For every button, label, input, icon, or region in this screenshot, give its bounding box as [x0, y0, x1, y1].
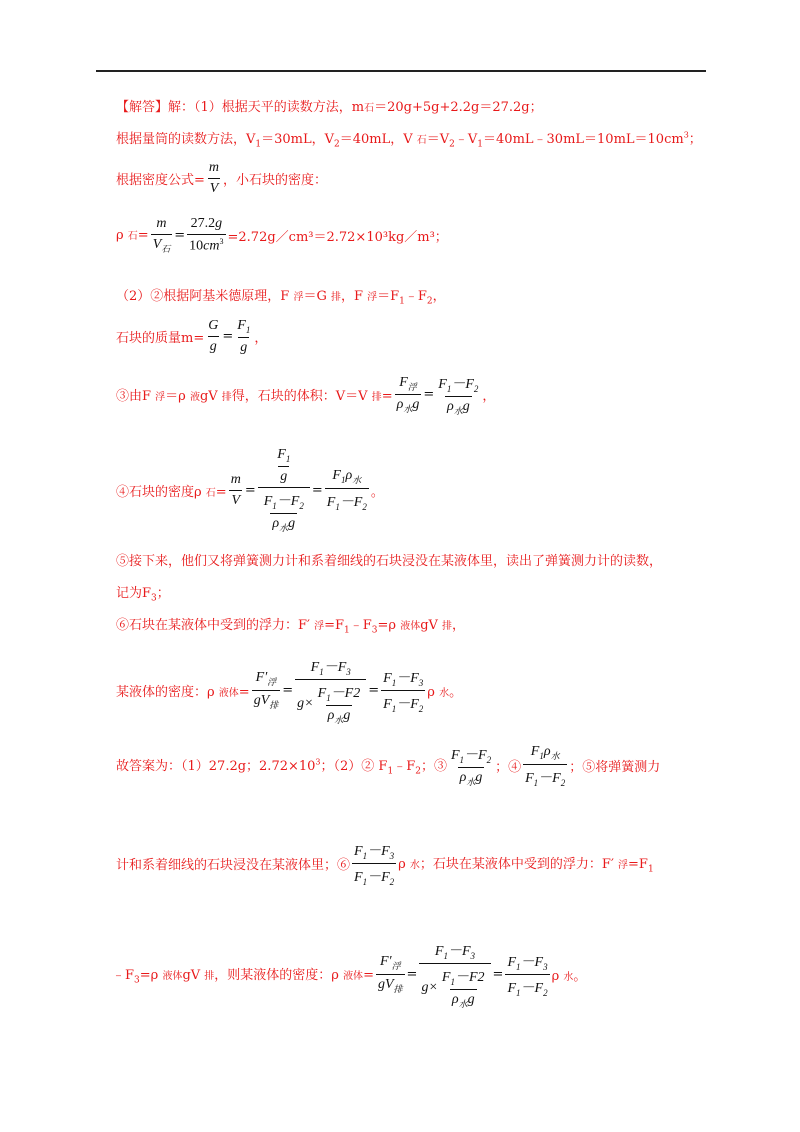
liquid-density-line: 某液体的密度：ρ 液体= $\frac{F'_浮}{gV_排}$ = $F_1-F_3$ g× $\frac{F_1-F2}{\rho_水g}$ = $\frac{F_1-F_3}{F_1-F_2}$ ρ 水。 — [116, 656, 462, 725]
fraction-mstone-over-vstone: $\frac{m}{V_石}$ — [152, 216, 171, 254]
step5-cont-line — [116, 582, 170, 604]
step5-line — [116, 550, 662, 569]
step5-text: ⑤接下来，他们又将弹簧测力计和系着细线的石块浸没在某液体里，读出了弹簧测力计的读数， — [116, 554, 663, 569]
stone-volume-text: ③由F 浮＝ρ 液gV 排得，石块的体积：V＝V 排= — [116, 389, 393, 405]
answer-fraction-4: $\frac{F_1\rho_水}{F_1-F_2}$ — [525, 744, 566, 788]
fraction-f1rho-over-f1f2: $\frac{F_1\rho_水}{F_1-F_2}$ — [326, 468, 367, 512]
stone-mass-tail: ， — [254, 331, 268, 347]
fraction-m-over-v-2: $\frac{m}{V}$ — [230, 471, 241, 508]
answer-line-2 — [116, 128, 702, 150]
fraction-f1f3-over-f1f2: $\frac{F_1-F_3}{F_1-F_2}$ — [383, 671, 424, 714]
final-answer-text-2: 计和系着细线的石块浸没在某液体里；⑥ — [116, 857, 351, 873]
buoyancy-text: ⑥石块在某液体中受到的浮力：F′ 浮$=F_1﹣F_3=\rho$ 液体gV 排， — [116, 618, 466, 636]
archimedes-text: （2）②根据阿基米德原理，F 浮＝G 排，F 浮$=F_1﹣F_2$， — [116, 289, 446, 307]
answer-line-1 — [116, 96, 543, 115]
answer-line-2-text: 根据量筒的读数方法，$V_1=30mL$，$V_2=40mL$，V 石$=V_2﹣V_1=40mL﹣30mL=10mL=10cm^3$； — [116, 130, 702, 150]
final-answer-line: 故答案为：（1）27.2g；$2.72\times 10^3$；（2）② $F_1﹣F_2$；③ $\frac{F_1-F_2}{\rho_水g}$ ；④ $\frac{F_1\rho_水}{F_1-F_2}$ ；⑤将弹簧测力 — [116, 744, 661, 788]
stone-density-final-line: ④石块的密度ρ 石= $\frac{m}{V}$ = $\frac{\frac{F_1}{g}}{\frac{F_1-F_2}{\rho_水g}}$ = $\frac{F_1\rho_水}{F_1-F_2}$ 。 — [116, 447, 384, 533]
complex-fraction-density: $\frac{\frac{F_1}{g}}{\frac{F_1-F_2}{\rho_水g}}$ — [258, 447, 310, 533]
archimedes-line — [116, 285, 446, 307]
fraction-f1-over-g: $\frac{F_1}{g}$ — [237, 318, 251, 355]
fraction-f1f2-over-rhog: $\frac{F_1-F_2}{\rho_水g}$ — [438, 377, 479, 416]
fraction-g-over-g: $\frac{G}{g}$ — [208, 318, 219, 355]
final-answer-line-2: 计和系着细线的石块浸没在某液体里；⑥ $\frac{F_1-F_3}{F_1-F_2}$ ρ 水；石块在某液体中受到的浮力：F′ 浮$=F_1$ — [116, 840, 654, 887]
stone-density-final-label: ④石块的密度ρ 石= — [116, 484, 227, 500]
fraction-27-over-10: $\frac{27.2g}{10cm^3}$ — [189, 216, 224, 254]
step5-cont-text: 记为$F_3$； — [116, 586, 170, 604]
final-answer-line-3: $﹣F_3=\rho$ 液体gV 排，则某液体的密度：ρ 液体= $\frac{F'_浮}{gV_排}$ = $F_1-F_3$ g× $\frac{F_1-F2}{\rho_水g}$ = $\frac{F_1-F_3}{F_1-F_2}$ ρ 水。 — [112, 940, 586, 1009]
complex-fraction-liquid: $F_1-F_3$ g× $\frac{F_1-F2}{\rho_水g}$ — [295, 656, 366, 725]
header-rule — [96, 70, 706, 72]
answer-fraction-f1f3-over-f1f2: $\frac{F_1-F_3}{F_1-F_2}$ — [507, 955, 548, 998]
stone-density-line: ρ 石= $\frac{m}{V_石}$ = $\frac{27.2g}{10cm^3}$ =2.72g／cm³＝2.72×10³kg／m³； — [116, 216, 448, 254]
stone-mass-label: 石块的质量m= — [116, 331, 205, 347]
stone-mass-line: 石块的质量m= $\frac{G}{g}$ = $\frac{F_1}{g}$ ， — [116, 318, 268, 355]
stone-density-final-tail: 。 — [370, 484, 384, 500]
answer-fraction-6: $\frac{F_1-F_3}{F_1-F_2}$ — [354, 844, 395, 887]
stone-density-result: =2.72g／cm³＝2.72×10³kg／m³； — [227, 229, 448, 245]
density-formula-label: 根据密度公式= — [116, 173, 205, 188]
density-formula-tail: ，小石块的密度： — [223, 173, 328, 188]
answer-fraction-ffloat-over-gv: $\frac{F'_浮}{gV_排}$ — [377, 954, 403, 994]
fraction-ffloat-over-gv: $\frac{F'_浮}{gV_排}$ — [253, 670, 279, 710]
density-formula-line — [116, 160, 327, 197]
fraction-m-over-v: $\frac{m}{V}$ — [208, 160, 220, 196]
final-answer-text-3: $﹣F_3=\rho$ 液体gV 排，则某液体的密度：ρ 液体= — [112, 967, 374, 986]
buoyancy-line — [116, 614, 465, 636]
answer-fraction-3: $\frac{F_1-F_2}{\rho_水g}$ — [450, 748, 492, 787]
answer-line-1-text: 【解答】解：（1）根据天平的读数方法，m石＝20g+5g+2.2g＝27.2g； — [116, 100, 543, 115]
liquid-density-label: 某液体的密度：ρ 液体= — [116, 685, 250, 701]
fraction-ffloat-over-rhog: $\frac{F_浮}{\rho_水g}$ — [396, 374, 420, 415]
stone-volume-line: ③由F 浮＝ρ 液gV 排得，石块的体积：V＝V 排= $\frac{F_浮}{\rho_水g}$ = $\frac{F_1-F_2}{\rho_水g}$ ， — [116, 374, 496, 416]
final-answer-text: 故答案为：（1）27.2g；$2.72\times 10^3$；（2）② $F_1﹣F_2$；③ — [116, 757, 447, 777]
answer-complex-fraction-liquid: $F_1-F_3$ g× $\frac{F_1-F2}{\rho_水g}$ — [419, 940, 490, 1009]
